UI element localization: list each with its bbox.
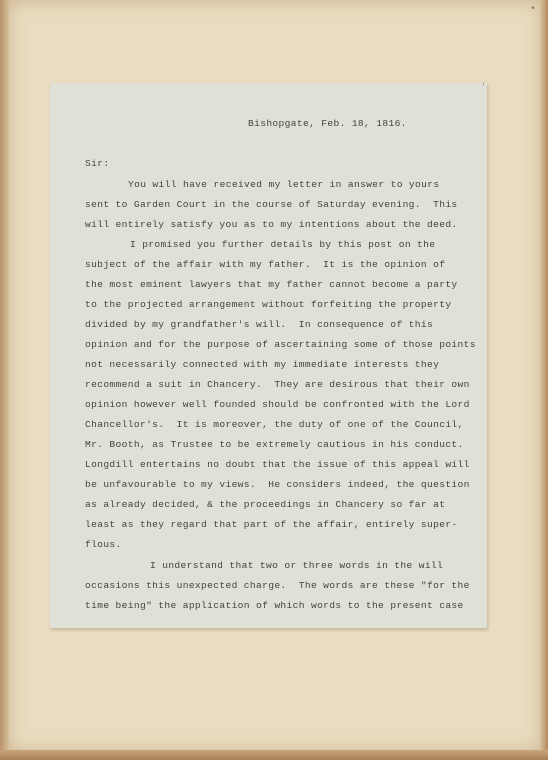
letter-salutation: Sir: [85,158,110,169]
letter-line: occasions this unexpected charge. The words are these "for the [85,580,470,591]
album-spine-edge [0,0,9,760]
letter-line: will entirely satisfy you as to my intentions about the deed. [85,219,458,230]
letter-line: Mr. Booth, as Trustee to be extremely cautious in his conduct. [85,439,464,450]
letter-line: opinion however well founded should be confronted with the Lord [85,399,470,410]
album-bottom-edge [0,750,548,760]
letter-line: least as they regard that part of the affair, entirely super- [85,519,458,530]
letter-line: I promised you further details by this post on the [130,239,436,250]
letter-line: opinion and for the purpose of ascertaining some of those points [85,339,476,350]
letter-dateline: Bishopgate, Feb. 18, 1816. [248,118,407,129]
letter-line: recommend a suit in Chancery. They are desirous that their own [85,379,470,390]
letter-line: as already decided, & the proceedings in Chancery so far at [85,499,446,510]
sheet-corner-mark: ′ [481,83,487,92]
letter-line: divided by my grandfather's will. In consequence of this [85,319,434,330]
letter-line: flous. [85,539,122,550]
letter-line: subject of the affair with my father. It is the opinion of [85,259,446,270]
letter-line: time being" the application of which words to the present case [85,600,464,611]
letter-line: Chancellor's. It is moreover, the duty of one of the Council, [85,419,464,430]
letter-line: sent to Garden Court in the course of Saturday evening. This [85,199,458,210]
album-right-edge [540,0,548,760]
letter-line: Longdill entertains no doubt that the issue of this appeal will [85,459,470,470]
letter-line: not necessarily connected with my immediate interests they [85,359,440,370]
letter-line: to the projected arrangement without forfeiting the property [85,299,452,310]
letter-line: be unfavourable to my views. He considers indeed, the question [85,479,470,490]
letter-sheet [50,83,487,628]
letter-line: I understand that two or three words in the will [150,560,444,571]
page-corner-mark: • [530,4,537,15]
letter-line: the most eminent lawyers that my father cannot become a party [85,279,458,290]
letter-line: You will have received my letter in answer to yours [128,179,440,190]
